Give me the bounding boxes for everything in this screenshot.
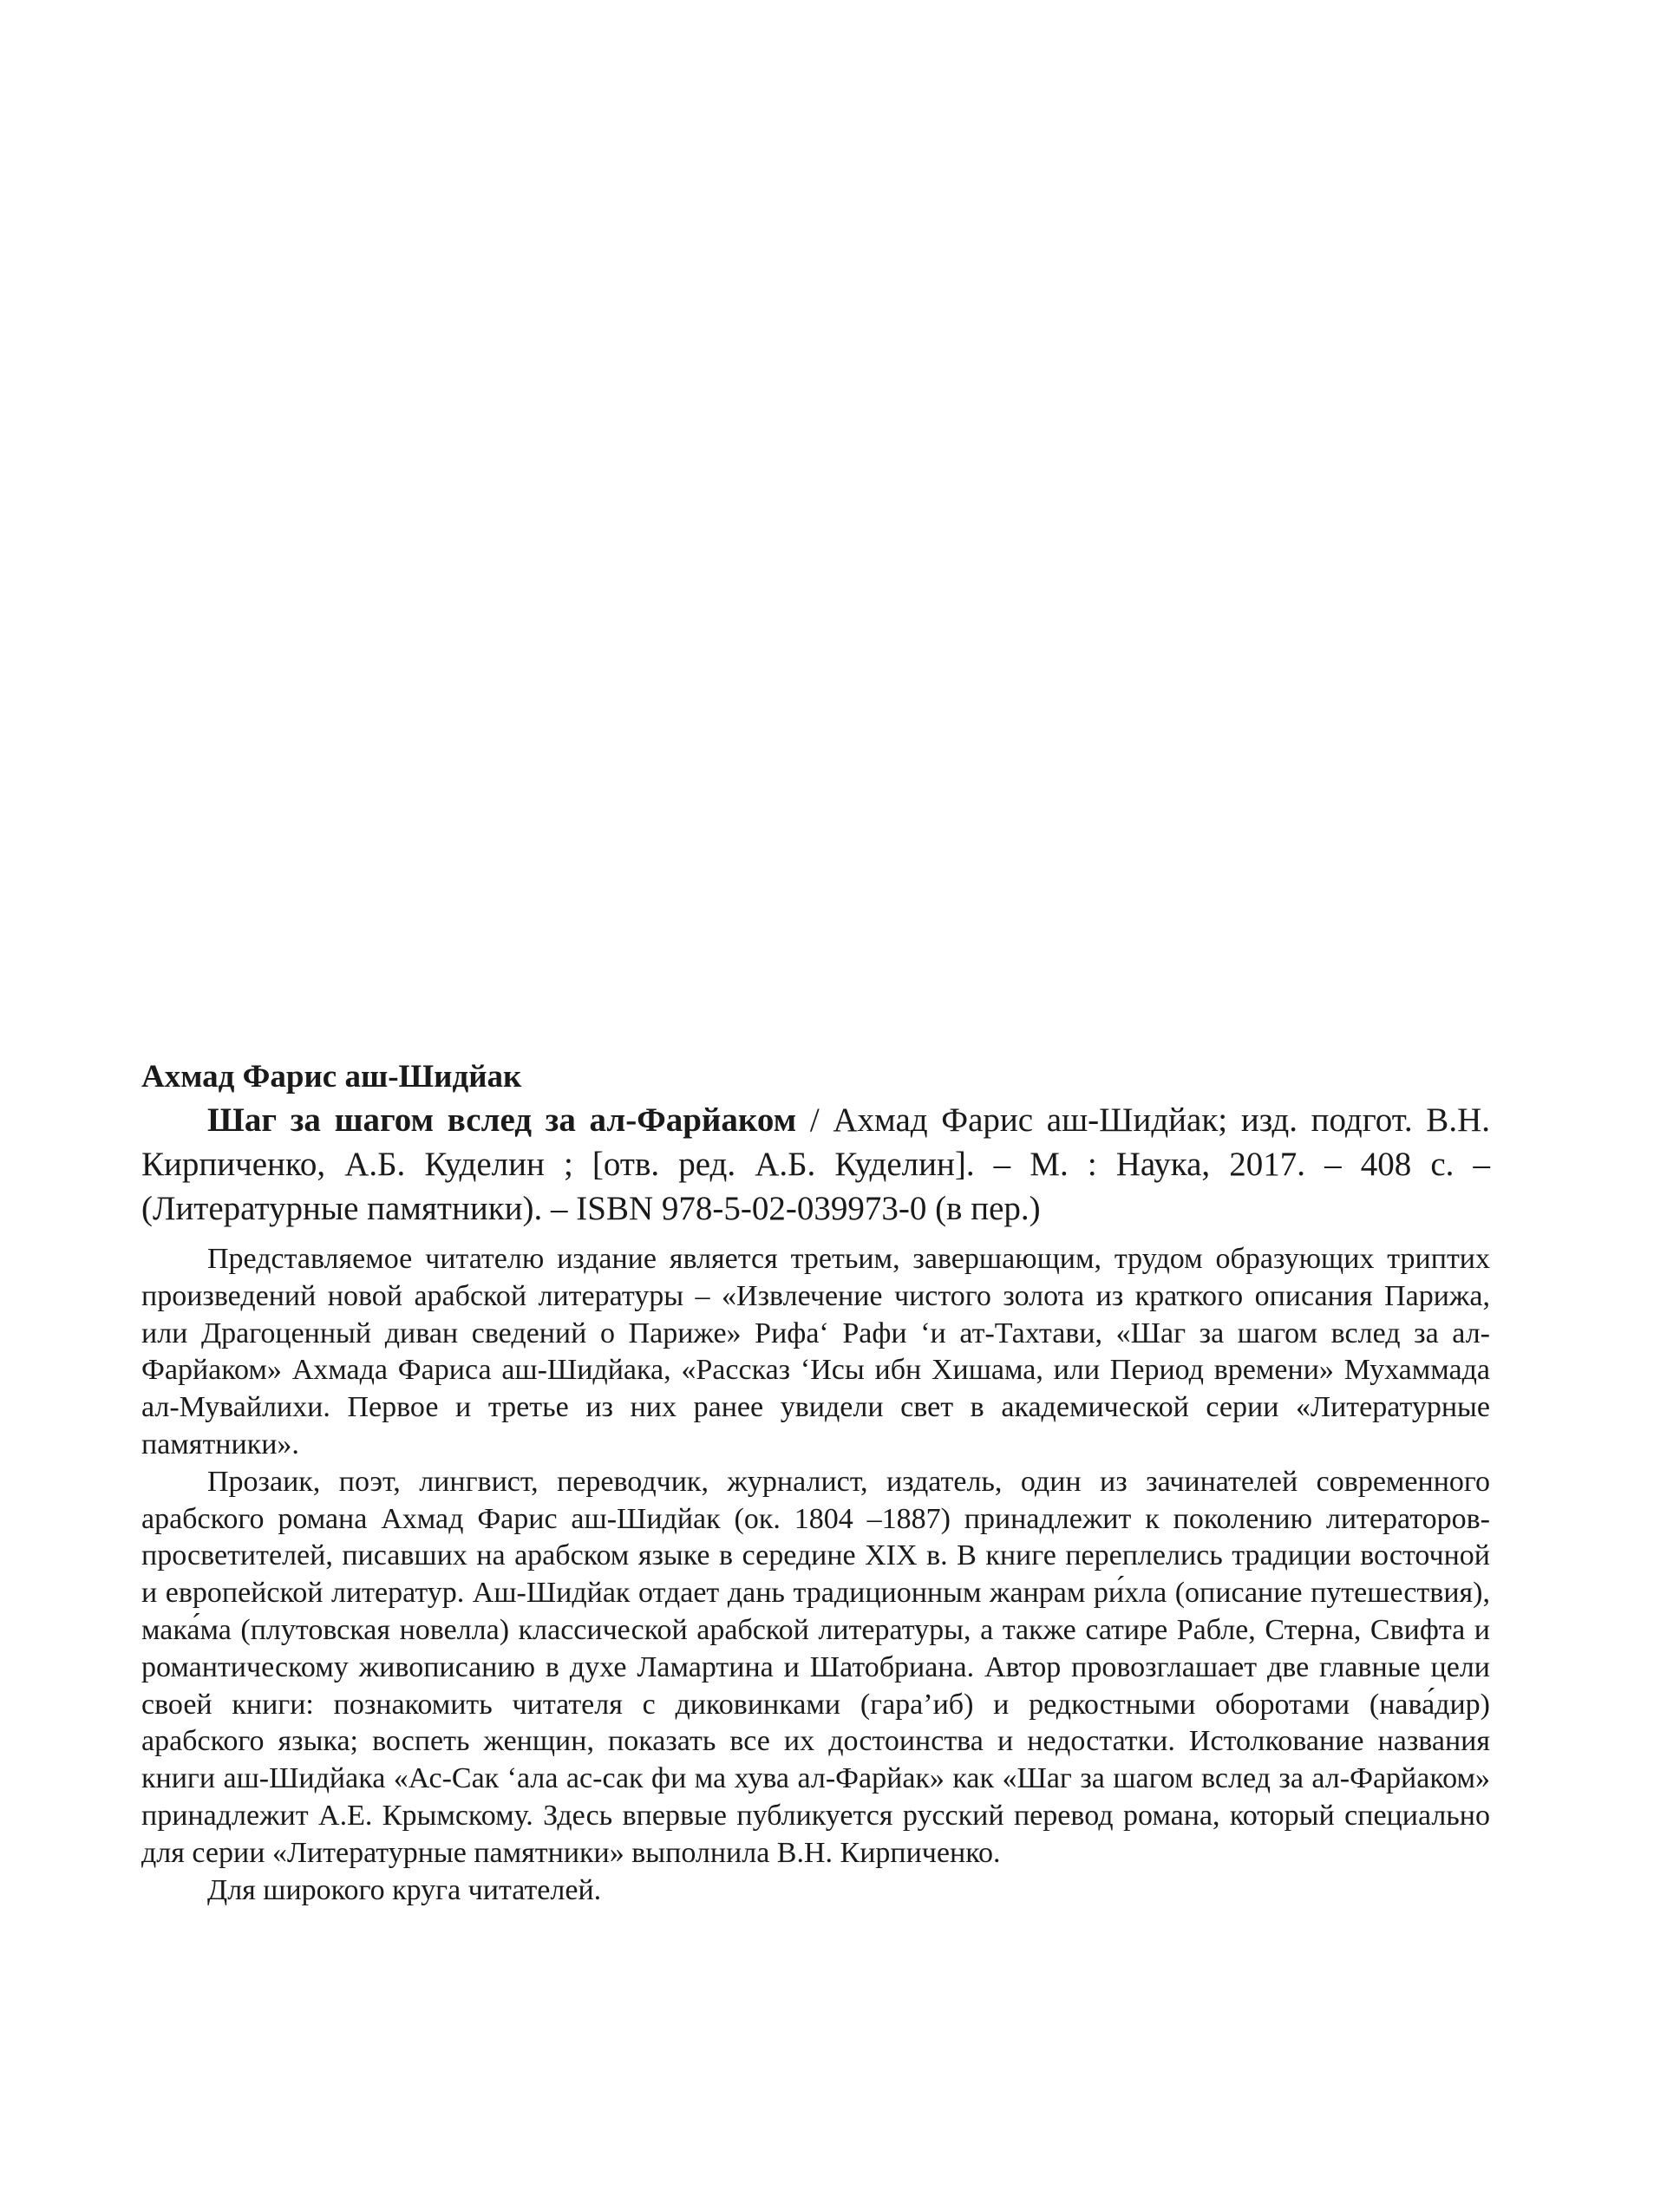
annotation-paragraph-2: Прозаик, поэт, лингвист, переводчик, журналист, издатель, один из зачинателей современного арабского романа Ахмад Фарис аш-Шидйак (ок. 1804 –1887) принадлежит к поколению литераторов-просветителей, писавших на арабском языке в середине XIX в. В книге переплелись традиции восточной и европейской литератур. Аш-Шидйак отдает дань традиционным жанрам ри́хла (описание путешествия), мака́ма (плутовская новелла) классической арабской литературы, а также сатире Рабле, Стерна, Свифта и романтическому живописанию в духе Ламартина и Шатобриана. Автор провозглашает две главные цели своей книги: познакомить читателя с диковинками (гара’иб) и редкостными оборотами (нава́дир) арабского языка; воспеть женщин, показать все их достоинства и недостатки. Истолкование названия книги аш-Шидйака «Ас-Сак ‘ала ас-сак фи ма хува ал-Фарйак» как «Шаг за шагом вслед за ал-Фарйаком» принадлежит А.Е. Крымскому. Здесь впервые публикуется русский перевод романа, который специально для серии «Литературные памятники» выполнила В.Н. Кирпиченко. bbox=[141, 1465, 1490, 1869]
bibliographic-description bbox=[141, 1098, 1490, 1231]
responsibility-statement: Ахмад Фарис аш-Шидйак; изд. подгот. В.Н. Кирпиченко, А.Б. Куделин ; [отв. ред. А.Б. Куделин]. – М. : Наука, 2017. – 408 с. – (Литературные памятники). – ISBN 978-5-02-039973-0 (в пер.) bbox=[141, 1101, 1490, 1227]
annotation-paragraph-1: Представляемое читателю издание является третьим, завершающим, трудом образующих триптих произведений новой арабской литературы – «Извлечение чистого золота из краткого описания Парижа, или Драгоценный диван сведений о Париже» Рифа‘ Рафи ‘и ат-Тахтави, «Шаг за шагом вслед за ал-Фарйаком» Ахмада Фариса аш-Шидйака, «Рассказ ‘Исы ибн Хишама, или Период времени» Мухаммада ал-Мувайлихи. Первое и третье из них ранее увидели свет в академической серии «Литературные памятники». bbox=[141, 1243, 1490, 1460]
annotation-paragraph-3: Для широкого круга читателей. bbox=[207, 1873, 602, 1906]
bibliographic-record bbox=[141, 1056, 1490, 1909]
author-heading: Ахмад Фарис аш-Шидйак bbox=[141, 1059, 522, 1094]
work-title: Шаг за шагом вслед за ал-Фарйаком bbox=[207, 1101, 797, 1139]
annotation bbox=[141, 1241, 1490, 1909]
title-separator: / bbox=[796, 1101, 833, 1139]
